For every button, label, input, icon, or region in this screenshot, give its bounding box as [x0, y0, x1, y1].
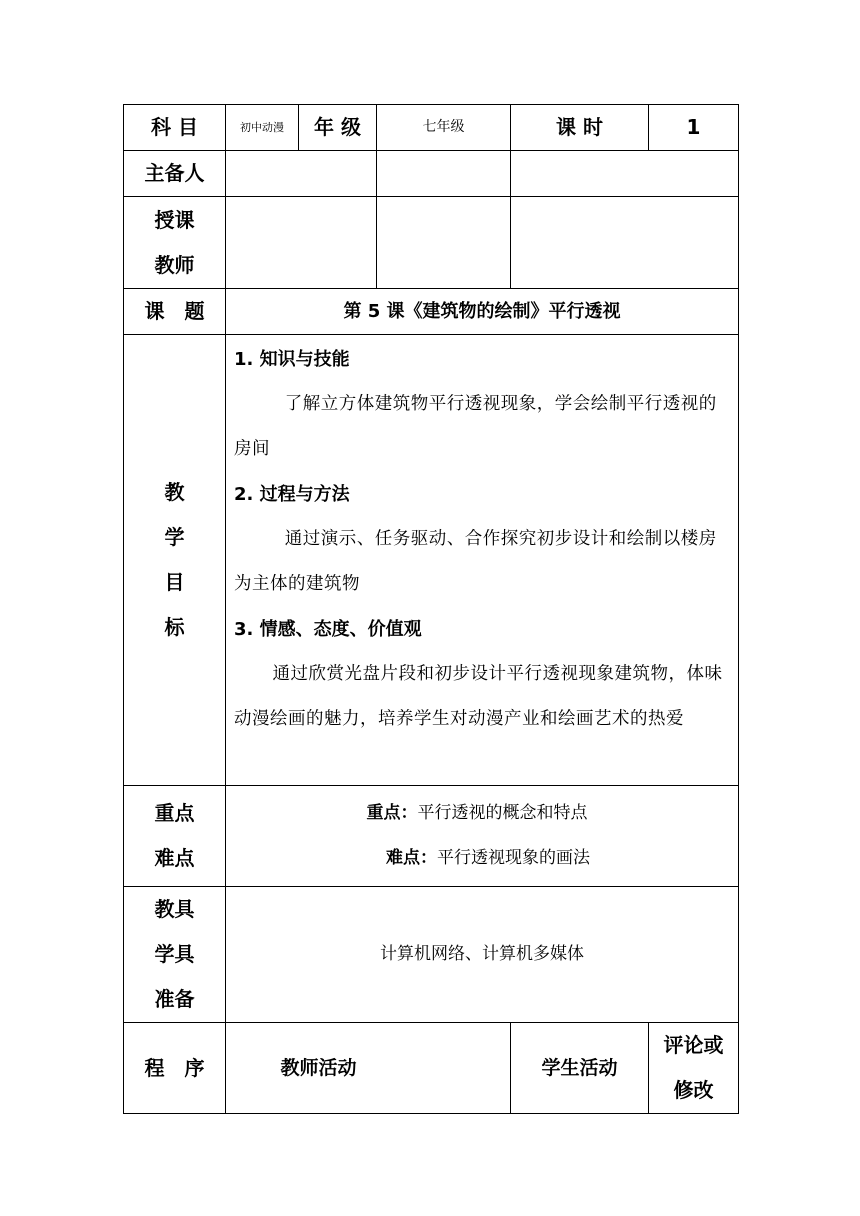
period-value: 1 [649, 105, 739, 151]
objective-heading-2: 2. 过程与方法 [234, 484, 350, 505]
procedure-label: 程 序 [124, 1023, 226, 1114]
teacher-cell-1 [226, 197, 377, 289]
period-label: 课 时 [511, 105, 649, 151]
tools-row [124, 887, 739, 1023]
topic-row [124, 289, 739, 335]
procedure-row [124, 1023, 739, 1114]
key-points-content [226, 786, 739, 887]
objective-text-1: 了解立方体建筑物平行透视现象，学会绘制平行透视的房间 [234, 394, 717, 459]
student-activity-header: 学生活动 [511, 1023, 649, 1114]
subject-label: 科 目 [124, 105, 226, 151]
objectives-row [124, 335, 739, 786]
preparer-row [124, 151, 739, 197]
topic-value: 第 5 课《建筑物的绘制》平行透视 [226, 289, 739, 335]
grade-label: 年 级 [299, 105, 377, 151]
objectives-label: 教 学 目 标 [124, 335, 226, 786]
preparer-cell-2 [377, 151, 511, 197]
objective-heading-1: 1. 知识与技能 [234, 349, 350, 370]
header-row [124, 105, 739, 151]
objectives-content [226, 335, 739, 786]
objective-text-3: 通过欣赏光盘片段和初步设计平行透视现象建筑物，体味动漫绘画的魅力，培养学生对动漫产业和绘画艺术的热爱 [234, 664, 723, 729]
preparer-cell-1 [226, 151, 377, 197]
tools-value: 计算机网络、计算机多媒体 [226, 887, 739, 1023]
objective-heading-3: 3. 情感、态度、价值观 [234, 619, 422, 640]
tools-label: 教具 学具 准备 [124, 887, 226, 1023]
comments-header: 评论或 修改 [649, 1023, 739, 1114]
subject-value: 初中动漫 [226, 105, 299, 151]
teacher-cell-2 [377, 197, 511, 289]
key-points-row [124, 786, 739, 887]
preparer-label: 主备人 [124, 151, 226, 197]
grade-value: 七年级 [377, 105, 511, 151]
preparer-cell-3 [511, 151, 739, 197]
objective-text-2: 通过演示、任务驱动、合作探究初步设计和绘制以楼房为主体的建筑物 [234, 529, 717, 594]
key-point-line: 重点：平行透视的概念和特点 [366, 803, 588, 823]
teacher-activity-header: 教师活动 [226, 1023, 511, 1114]
key-points-label: 重点 难点 [124, 786, 226, 887]
lesson-plan-table [123, 104, 739, 1114]
teacher-label: 授课 教师 [124, 197, 226, 289]
topic-label: 课 题 [124, 289, 226, 335]
teacher-cell-3 [511, 197, 739, 289]
teacher-row [124, 197, 739, 289]
difficult-point-line: 难点：平行透视现象的画法 [386, 848, 590, 868]
